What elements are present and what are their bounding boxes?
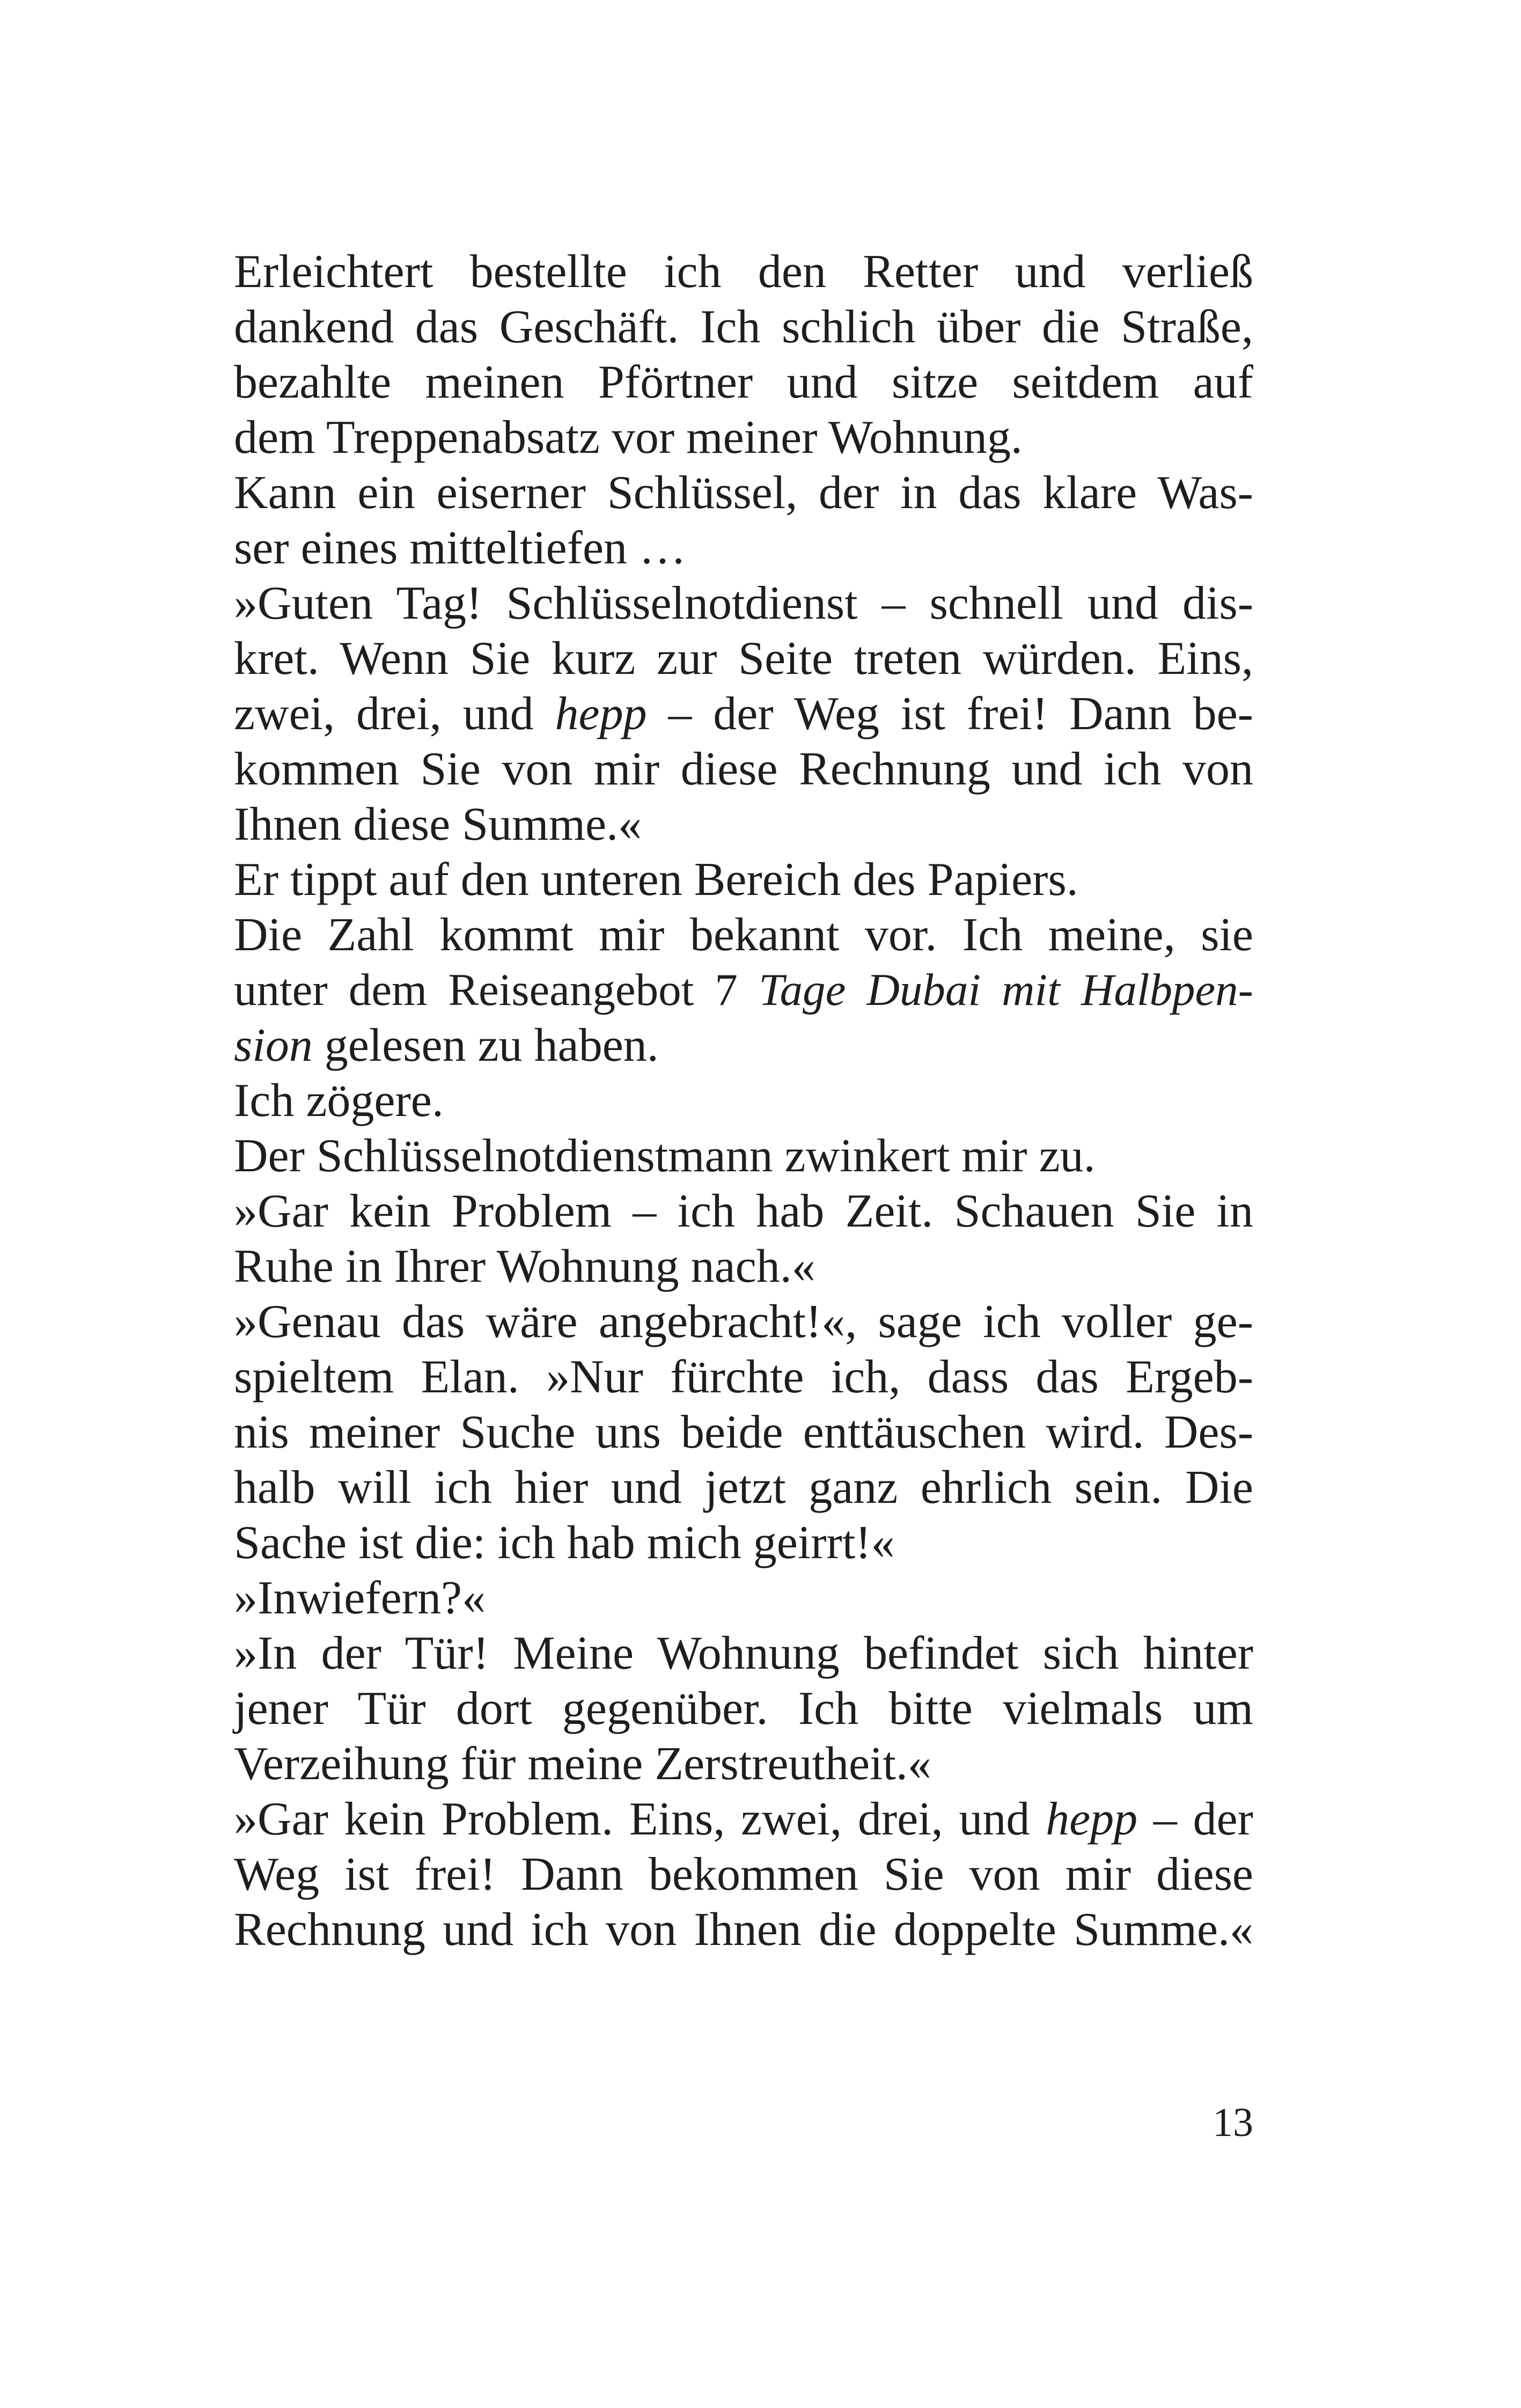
text-segment: – der Weg ist frei! Dann be- (646, 688, 1253, 740)
text-segment: »Gar kein Problem. Eins, zwei, drei, und (234, 1793, 1046, 1845)
text-line: ser eines mitteltiefen … (234, 522, 687, 574)
text-line: Erleichtert bestellte ich den Retter und verließ (234, 246, 1253, 298)
page-number: 13 (1213, 2100, 1253, 2145)
text-line: Verzeihung für meine Zerstreutheit.« (234, 1738, 931, 1790)
text-line: »Inwiefern?« (234, 1572, 486, 1624)
text-line: Der Schlüsselnotdienstmann zwinkert mir zu. (234, 1130, 1096, 1182)
text-segment: gelesen zu haben. (312, 1019, 659, 1071)
text-line: jener Tür dort gegenüber. Ich bitte vielmals um (234, 1683, 1253, 1735)
text-line (234, 686, 1253, 742)
text-line: Er tippt auf den unteren Bereich des Papiers. (234, 854, 1078, 906)
text-line: nis meiner Suche uns beide enttäuschen wird. Des- (234, 1406, 1253, 1458)
text-line: dem Treppenabsatz vor meiner Wohnung. (234, 412, 1023, 464)
text-line: kommen Sie von mir diese Rechnung und ich von (234, 743, 1253, 795)
text-line: dankend das Geschäft. Ich schlich über die Straße, (234, 301, 1253, 353)
text-line: Ihnen diese Summe.« (234, 798, 642, 850)
text-line: Weg ist frei! Dann bekommen Sie von mir diese (234, 1848, 1253, 1900)
text-line: bezahlte meinen Pförtner und sitze seitdem auf (234, 356, 1253, 408)
text-segment: zwei, drei, und (234, 688, 555, 740)
text-line: Die Zahl kommt mir bekannt vor. Ich meine, sie (234, 909, 1253, 961)
text-line: Ich zögere. (234, 1075, 444, 1127)
text-line (234, 1792, 1253, 1847)
italic-segment: hepp (1046, 1793, 1138, 1845)
text-line: Kann ein eiserner Schlüssel, der in das klare Was- (234, 467, 1253, 519)
text-segment: – der (1137, 1793, 1253, 1845)
text-line (234, 1018, 1253, 1073)
text-line: »Genau das wäre angebracht!«, sage ich voller ge- (234, 1296, 1253, 1348)
text-line: Ruhe in Ihrer Wohnung nach.« (234, 1240, 815, 1293)
italic-segment: hepp (555, 688, 647, 740)
text-line: »Gar kein Problem – ich hab Zeit. Schauen Sie in (234, 1185, 1253, 1237)
text-line: halb will ich hier und jetzt ganz ehrlich sein. Die (234, 1462, 1253, 1514)
text-segment: unter dem Reiseangebot 7 (234, 965, 759, 1015)
text-line: Sache ist die: ich hab mich geirrt!« (234, 1517, 895, 1569)
text-line: Rechnung und ich von Ihnen die doppelte Summe.« (234, 1904, 1253, 1956)
text-line: »Guten Tag! Schlüsselnotdienst – schnell und dis- (234, 577, 1253, 629)
italic-segment: Tage Dubai mit Halbpen- (759, 965, 1253, 1015)
body-text (234, 244, 1253, 1957)
text-line: spieltem Elan. »Nur fürchte ich, dass das Ergeb- (234, 1351, 1253, 1403)
italic-segment: sion (234, 1019, 313, 1071)
text-line: kret. Wenn Sie kurz zur Seite treten würden. Eins, (234, 633, 1253, 685)
text-line (234, 963, 1253, 1018)
text-line: »In der Tür! Meine Wohnung befindet sich hinter (234, 1627, 1253, 1679)
